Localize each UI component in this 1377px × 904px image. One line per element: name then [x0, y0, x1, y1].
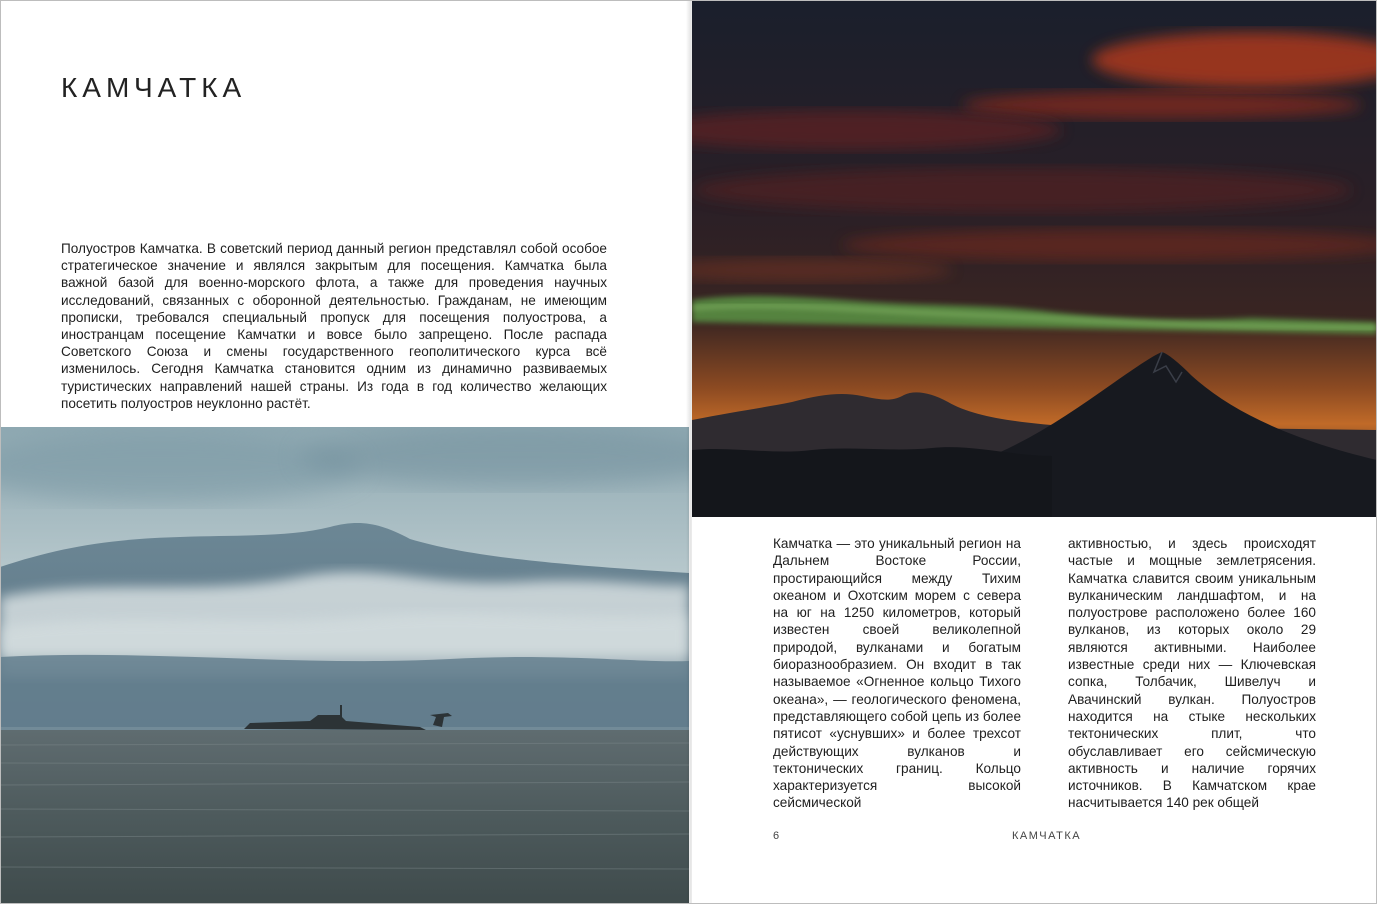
right-page — [692, 0, 1377, 904]
sea-mist-illustration — [0, 427, 689, 904]
sea-mist-photo — [0, 427, 689, 904]
chapter-title: КАМЧАТКА — [61, 72, 247, 103]
running-title: КАМЧАТКА — [1012, 830, 1082, 842]
intro-paragraph: Полуостров Камчатка. В советский период данный регион представлял собой особое стратегическое значение и являлся закрытым для посещения. Камчатка была важной базой для военно-морского флота, а также для проведения научных исследований, связанных с оборонной деятельностью. Гражданам, не имеющим прописки, требовался специальный пропуск для посещения полуострова, а иностранцам посещение Камчатки и вовсе было запрещено. После распада Советского Союза и смены государственного геополитического курса всё изменилось. Сегодня Камчатка становится одним из динамично развиваемых туристических направлений нашей страны. Из года в год количество желающих посетить полуостров неуклонно растёт. — [61, 241, 607, 411]
volcano-sunset-photo — [692, 0, 1377, 517]
body-column-1: Камчатка — это уникальный регион на Дальнем Востоке России, простирающийся между Тихим океаном и Охотским морем с севера на юг на 1250 километров, который известен своей великолепной природой, вулканами и богатым биоразнообразием. Он входит в так называемое «Огненное кольцо Тихого океана», — геологического феномена, представляющего собой цепь из более пятисот «уснувших» и более трехсот действующих вулканов и тектонических границ. Кольцо характеризуется высокой сейсмической — [773, 536, 1021, 811]
page-number: 6 — [773, 830, 780, 842]
volcano-sunset-illustration — [692, 0, 1377, 517]
body-column-2: активностью, и здесь происходят частые и мощные землетрясения. Камчатка славится своим уникальным вулканическим ландшафтом, и на полуострове расположено более 160 вулканов, из которых около 29 являются активными. Наиболее известные среди них — Ключевская сопка, Толбачик, Шивелуч и Авачинский вулкан. Полуостров находится на стыке нескольких тектонических плит, что обуславливает его сейсмическую активность и наличие горячих источников. В Камчатском крае насчитывается 140 рек общей — [1068, 536, 1316, 811]
